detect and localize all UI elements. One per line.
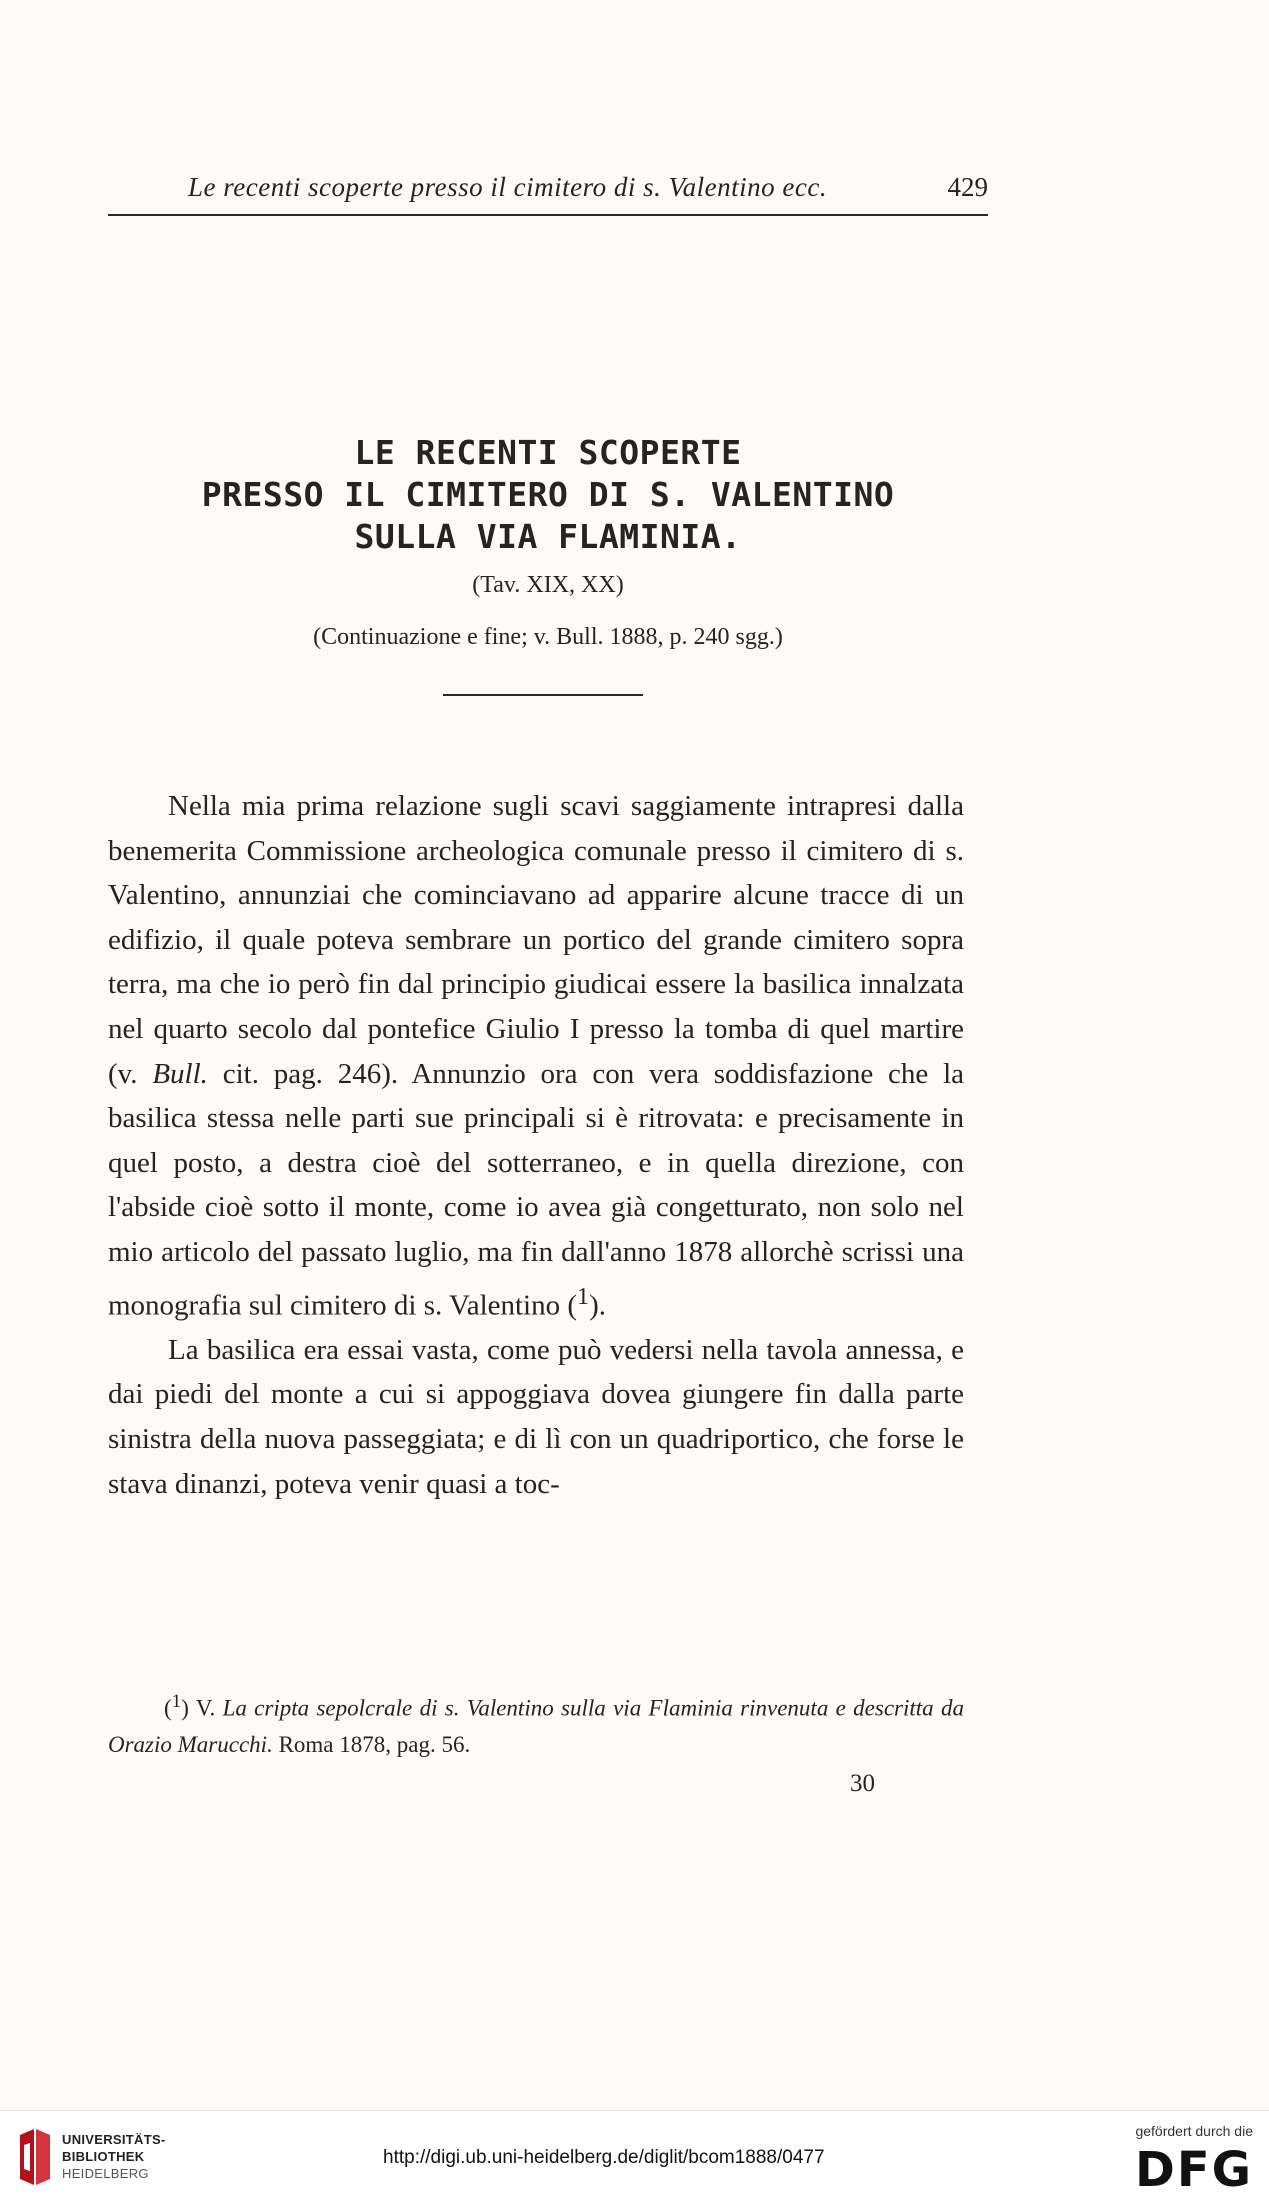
plates-reference: (Tav. XIX, XX) — [472, 572, 624, 598]
viewer-footer — [0, 2110, 1269, 2207]
paragraph-2: La basilica era essai vasta, come può vedersi nella tavola annessa, e dai piedi del monte a cui si appoggiava dovea giungere fin dalla parte sinistra della nuova passeggiata; e di lì con un quadriportico, che forse le stava dinanzi, poteva venir quasi a toc- — [108, 1333, 964, 1500]
article-body — [108, 784, 964, 1506]
footnote-marker: 1 — [171, 1691, 182, 1712]
running-head-title: Le recenti scoperte presso il cimitero di s. Valentino ecc. — [188, 172, 828, 202]
article-title — [108, 432, 988, 558]
footnote: ($^1$) V. La cripta sepolcrale di s. Valentino sulla via Flaminia rinvenuta e descritta da Orazio Marucchi. Roma 1878, pag. 56. — [108, 1691, 964, 1757]
signature-number: 30 — [850, 1770, 875, 1797]
library-name: UNIVERSITÄTS- BIBLIOTHEK HEIDELBERG — [62, 2132, 166, 2181]
paragraph-1: Nella mia prima relazione sugli scavi saggiamente intrapresi dalla benemerita Commissione archeologica comunale presso il cimitero di s. Valentino, annunziai che cominciavano ad apparire alcune tracce di un edifizio, il quale poteva sembrare un portico del grande cimitero sopra terra, ma che io però fin dal principio giudicai essere la basilica innalzata nel quarto secolo dal pontefice Giulio I presso la tomba di quel martire (v. Bull. cit. pag. 246). Annunzio ora con vera soddisfazione che la basilica stessa nelle parti sue principali si è ritrovata: e precisamente in quel posto, a destra cioè del sotterraneo, e in quella direzione, con l'abside cioè sotto il monte, come io avea già congetturato, non solo nel mio articolo del passato luglio, ma fin dall'anno 1878 allorchè scrissi una monografia sul cimitero di s. Valentino ($^1$). — [108, 790, 965, 1322]
dfg-logo: DFG — [1134, 2142, 1253, 2198]
bull-abbrev: Bull. — [152, 1057, 208, 1090]
footnote-title: La cripta sepolcrale di s. Valentino sulla via Flaminia rinvenuta e descritta da Orazio Marucchi. — [108, 1695, 964, 1757]
article-title-line-3: SULLA VIA FLAMINIA. — [354, 517, 742, 556]
title-divider — [443, 694, 643, 696]
footnote-ref[interactable]: 1 — [577, 1282, 590, 1310]
continuation-note: (Continuazione e fine; v. Bull. 1888, p. 240 sgg.) — [313, 624, 783, 650]
permalink-url[interactable]: http://digi.ub.uni-heidelberg.de/diglit/bcom1888/0477 — [383, 2147, 825, 2168]
article-title-line-1: LE RECENTI SCOPERTE — [354, 433, 742, 472]
funded-by-label: gefördert durch die — [1135, 2123, 1253, 2139]
article-title-line-2: PRESSO IL CIMITERO DI S. VALENTINO — [201, 475, 895, 514]
running-head — [108, 170, 988, 216]
page-number: 429 — [947, 172, 988, 202]
library-logo-icon — [14, 2127, 54, 2187]
